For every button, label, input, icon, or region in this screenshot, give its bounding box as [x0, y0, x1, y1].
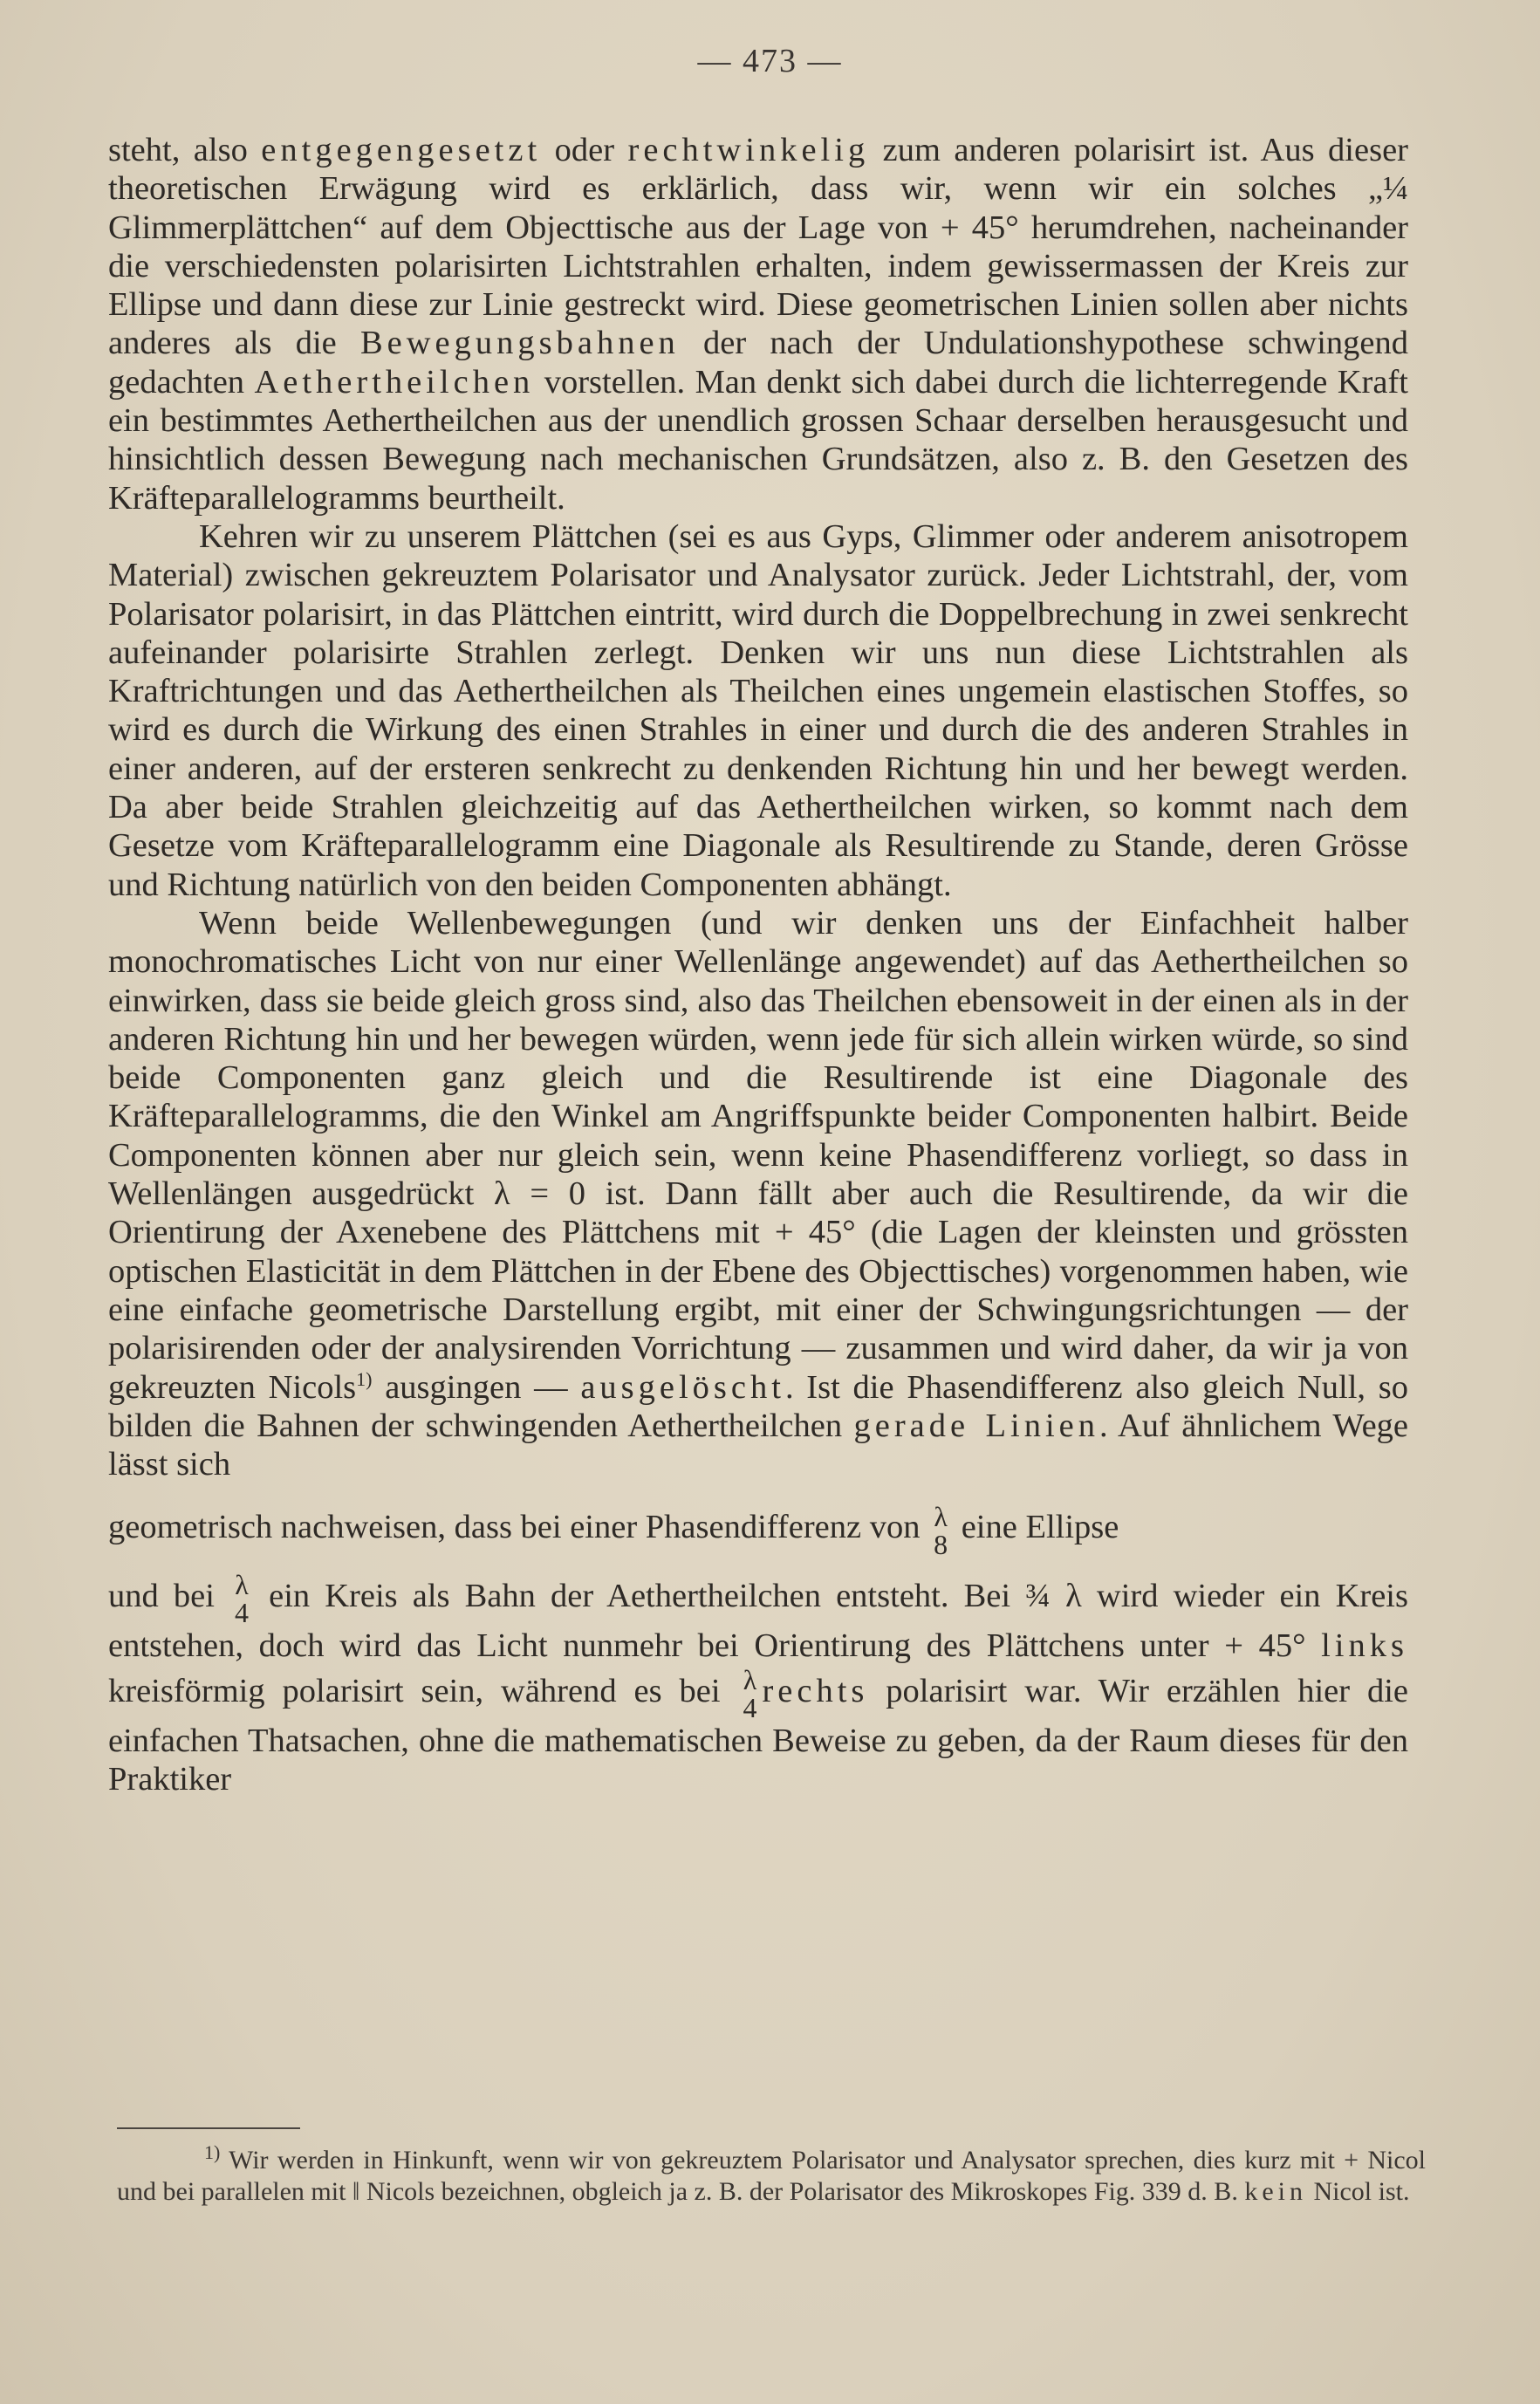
- text-run: . Ist die Phasendifferenz also gleich Null, so bilden die Bahnen der schwingenden Aethertheilchen: [108, 1368, 1408, 1444]
- footnote-marker: 1): [204, 2141, 221, 2163]
- emphasis-text: rechts: [762, 1672, 869, 1709]
- text-run: kreisförmig polarisirt sein, während es bei: [108, 1672, 738, 1709]
- text-run: der nach der Undulationshypothese schwingend gedachten: [108, 325, 1408, 401]
- fraction-numerator: λ: [743, 1663, 757, 1695]
- footnote-reference: 1): [356, 1367, 373, 1390]
- emphasis-text: entgegengesetzt: [261, 132, 542, 168]
- text-run: oder: [541, 132, 628, 168]
- text-run: geometrisch nachweisen, dass bei einer Phasendifferenz von: [108, 1509, 929, 1546]
- footnote-1: [117, 2141, 1426, 2208]
- paragraph-3: [108, 904, 1408, 1483]
- body-text: [108, 131, 1408, 1798]
- text-run: zum anderen polarisirt ist. Aus dieser theoretischen Erwägung wird es erklärlich, dass wir, wenn wir ein solches „¼ Glimmerplättchen“ auf dem Objecttische aus der Lage von + 45° herumdrehen, nacheinander die verschiedensten polarisirten Lichtstrahlen erhalten, indem gewissermassen der Kreis zur Ellipse und dann diese zur Linie gestreckt wird. Diese geometrischen Linien sollen aber nichts anderes als die: [108, 132, 1408, 362]
- emphasis-text: Bewegungsbahnen: [359, 325, 680, 362]
- text-run: steht, also: [108, 132, 262, 168]
- formula-line-eighth: [108, 1483, 1408, 1571]
- emphasis-text: ausgelöscht: [580, 1368, 785, 1406]
- text-run: ausgingen —: [372, 1368, 581, 1406]
- fraction-numerator: λ: [934, 1500, 948, 1532]
- fraction-lambda-over-4-second: [743, 1663, 757, 1723]
- emphasis-text: kein: [1244, 2177, 1307, 2206]
- fraction-denominator: 4: [743, 1691, 757, 1723]
- paragraph-3-continued: [108, 1571, 1408, 1798]
- emphasis-text: rechtwinkelig: [627, 132, 870, 168]
- footnote-divider: [117, 2127, 300, 2129]
- fraction-denominator: 8: [934, 1528, 948, 1560]
- paragraph-2: Kehren wir zu unserem Plättchen (sei es aus Gyps, Glimmer oder anderem anisotropem Material) zwischen gekreuztem Polarisator und Analysator zurück. Jeder Lichtstrahl, der, vom Polarisator polarisirt, in das Plättchen eintritt, wird durch die Doppelbrechung in zwei senkrecht aufeinander polarisirte Strahlen zerlegt. Denken wir uns nun diese Lichtstrahlen als Kraftrichtungen und das Aethertheilchen als Theilchen eines ungemein elastischen Stoffes, so wird es durch die Wirkung des einen Strahles in einer und durch die des anderen Strahles in einer anderen, auf der ersteren senkrecht zu denkenden Richtung hin und her bewegt werden. Da aber beide Strahlen gleichzeitig auf das Aethertheilchen wirken, so kommt nach dem Gesetze vom Kräfteparallelogramm eine Diagonale als Resultirende zu Stande, deren Grösse und Richtung natürlich von den beiden Componenten abhängt.: [108, 517, 1408, 903]
- text-run: ein Kreis als Bahn der Aethertheilchen entsteht. Bei ¾ λ wird wieder ein Kreis entstehen, doch wird das Licht nunmehr bei Orientirung des Plättchens unter + 45°: [108, 1578, 1408, 1665]
- emphasis-text: Aethertheilchen: [254, 363, 535, 401]
- emphasis-text: gerade Linien: [853, 1407, 1100, 1444]
- text-run: Wir werden in Hinkunft, wenn wir von gekreuztem Polarisator und Analysator sprechen, dies kurz mit + Nicol und bei parallelen mit ‖ Nicols bezeichnen, obgleich ja z. B. der Polarisator des Mikroskopes Fig. 339 d. B.: [117, 2146, 1426, 2206]
- text-run: und bei: [108, 1578, 229, 1615]
- page-number: — 473 —: [697, 43, 843, 79]
- fraction-lambda-over-8: [934, 1500, 948, 1560]
- text-run: . Auf ähnlichem Wege lässt sich: [108, 1407, 1408, 1483]
- emphasis-text: links: [1321, 1627, 1408, 1665]
- footnotes: [117, 2141, 1426, 2208]
- text-run: polarisirt war. Wir erzählen hier die einfachen Thatsachen, ohne die mathematischen Beweise zu geben, da der Raum dieses für den Praktiker: [108, 1672, 1409, 1798]
- text-run: eine Ellipse: [953, 1509, 1119, 1546]
- paragraph-1: [108, 131, 1408, 517]
- text-run: Wenn beide Wellenbewegungen (und wir denken uns der Einfachheit halber monochromatisches Licht von nur einer Wellenlänge angewendet) auf das Aethertheilchen so einwirken, dass sie beide gleich gross sind, also das Theilchen ebensoweit in der einen als in der anderen Richtung hin und her bewegen würden, wenn jede für sich allein wirken würde, so sind beide Componenten ganz gleich und die Resultirende ist eine Diagonale des Kräfteparallelogramms, die den Winkel am Angriffspunkte beider Componenten halbirt. Beide Componenten können aber nur gleich sein, wenn keine Phasendifferenz vorliegt, so dass in Wellenlängen ausgedrückt λ = 0 ist. Dann fällt aber auch die Resultirende, da wir die Orientirung der Axenebene des Plättchens mit + 45° (die Lagen der kleinsten und grössten optischen Elasticität in dem Plättchen in der Ebene des Objecttisches) vorgenommen haben, wie eine einfache geometrische Darstellung ergibt, mit einer der Schwingungsrichtungen — der polarisirenden oder der analysirenden Vorrichtung — zusammen und wird daher, da wir ja von gekreuzten Nicols: [108, 904, 1408, 1406]
- fraction-lambda-over-4: [235, 1571, 249, 1627]
- fraction-numerator: λ: [235, 1569, 249, 1601]
- text-run: vorstellen. Man denkt sich dabei durch die lichterregende Kraft ein bestimmtes Aethertheilchen aus der unendlich grossen Schaar derselben herausgesucht und hinsichtlich dessen Bewegung nach mechanischen Grundsätzen, also z. B. den Gesetzen des Kräfteparallelogramms beurtheilt.: [108, 363, 1408, 517]
- text-run: Nicol ist.: [1306, 2177, 1410, 2206]
- fraction-denominator: 4: [235, 1597, 249, 1629]
